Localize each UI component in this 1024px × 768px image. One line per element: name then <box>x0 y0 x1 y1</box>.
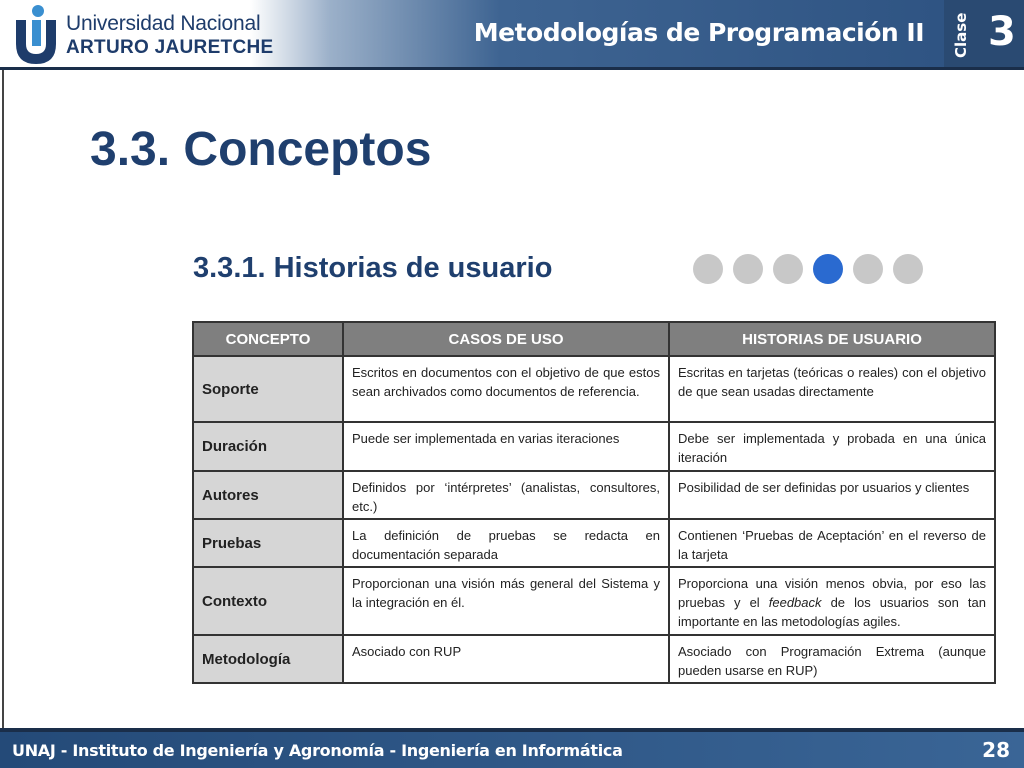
concept-cell: Metodología <box>193 635 343 683</box>
table-row <box>193 471 995 519</box>
table-row <box>193 422 995 471</box>
concept-cell: Pruebas <box>193 519 343 567</box>
historias-cell: Asociado con Programación Extrema (aunque pueden usarse en RUP) <box>669 635 995 683</box>
university-logo <box>8 4 274 64</box>
progress-dot <box>853 254 883 284</box>
progress-dot <box>733 254 763 284</box>
left-frame-line <box>2 70 4 728</box>
page-number: 28 <box>982 738 1010 762</box>
slide-subtitle: 3.3.1. Historias de usuario <box>193 252 553 284</box>
header-divider <box>0 67 1024 70</box>
progress-dot <box>693 254 723 284</box>
historias-cell: Escritas en tarjetas (teóricas o reales) con el objetivo de que sean usadas directamente <box>669 356 995 422</box>
concept-cell: Duración <box>193 422 343 471</box>
table-header-row <box>193 322 995 356</box>
header-casos-de-uso: CASOS DE USO <box>343 322 669 356</box>
table-row <box>193 519 995 567</box>
progress-dot <box>773 254 803 284</box>
unaj-logo-icon <box>10 4 58 64</box>
progress-dot-active <box>813 254 843 284</box>
casos-cell: Puede ser implementada en varias iteraciones <box>343 422 669 471</box>
logo-text-line1: Universidad Nacional <box>66 12 261 35</box>
logo-text-line2: ARTURO JAURETCHE <box>66 37 274 58</box>
historias-cell: Proporciona una visión menos obvia, por eso las pruebas y el feedback de los usuarios son tan importante en las metodologías agiles. <box>669 567 995 635</box>
casos-cell: Asociado con RUP <box>343 635 669 683</box>
casos-cell: La definición de pruebas se redacta en documentación separada <box>343 519 669 567</box>
historias-cell: Debe ser implementada y probada en una única iteración <box>669 422 995 471</box>
header-historias-de-usuario: HISTORIAS DE USUARIO <box>669 322 995 356</box>
course-title: Metodologías de Programación II <box>473 18 924 47</box>
casos-cell: Proporcionan una visión más general del Sistema y la integración en él. <box>343 567 669 635</box>
slide-title: 3.3. Conceptos <box>90 123 432 176</box>
concept-cell: Autores <box>193 471 343 519</box>
footer-text: UNAJ - Instituto de Ingeniería y Agronomía - Ingeniería en Informática <box>12 741 623 760</box>
progress-dot <box>893 254 923 284</box>
concept-cell: Soporte <box>193 356 343 422</box>
progress-dots <box>693 254 923 284</box>
table-row <box>193 356 995 422</box>
comparison-table <box>192 321 996 684</box>
historias-cell: Posibilidad de ser definidas por usuarios y clientes <box>669 471 995 519</box>
header-concepto: CONCEPTO <box>193 322 343 356</box>
table-row <box>193 635 995 683</box>
clase-number: 3 <box>988 9 1016 55</box>
clase-label: Clase <box>952 12 970 58</box>
casos-cell: Escritos en documentos con el objetivo de que estos sean archivados como documentos de referencia. <box>343 356 669 422</box>
historias-cell: Contienen ‘Pruebas de Aceptación’ en el reverso de la tarjeta <box>669 519 995 567</box>
casos-cell: Definidos por ‘intérpretes’ (analistas, consultores, etc.) <box>343 471 669 519</box>
table-row <box>193 567 995 635</box>
concept-cell: Contexto <box>193 567 343 635</box>
comparison-table-wrapper <box>192 321 994 685</box>
